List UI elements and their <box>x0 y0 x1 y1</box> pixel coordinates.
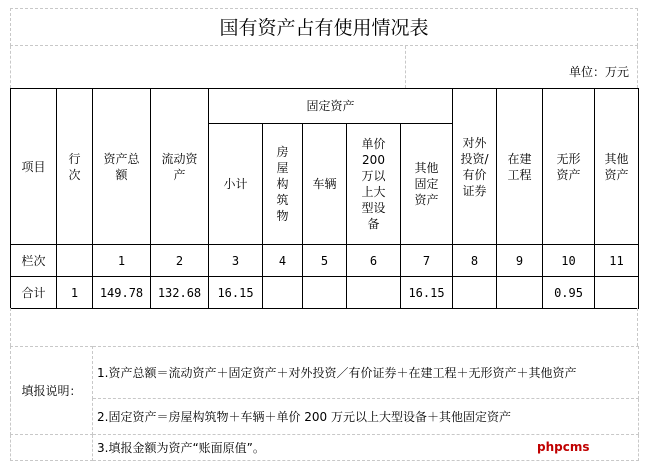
total-cell <box>497 277 543 309</box>
header-investment-text: 对外投资/有价证券 <box>460 135 489 198</box>
total-cell <box>303 277 347 309</box>
unit-label: 单位：万元 <box>568 65 629 79</box>
header-other-fixed <box>401 124 453 245</box>
total-cell <box>595 277 639 309</box>
unit-row <box>10 46 638 88</box>
report-sheet <box>10 8 638 460</box>
column-cell: 7 <box>401 245 453 277</box>
header-total-assets-text: 资产总额 <box>103 151 140 182</box>
column-cell: 3 <box>209 245 263 277</box>
watermark: phpcms <box>537 440 590 454</box>
header-other-fixed-text: 其他固定资产 <box>414 161 439 207</box>
notes-label-spacer <box>11 435 93 461</box>
header-row <box>57 89 93 245</box>
header-total-assets <box>93 89 151 245</box>
total-cell: 1 <box>57 277 93 309</box>
notes-label: 填报说明： <box>11 347 93 435</box>
total-cell: 16.15 <box>401 277 453 309</box>
total-cell: 0.95 <box>543 277 595 309</box>
note-item: 1.资产总额＝流动资产＋固定资产＋对外投资／有价证券＋在建工程＋无形资产＋其他资产 <box>93 347 639 399</box>
report-title: 国有资产占有使用情况表 <box>10 8 638 46</box>
header-construction-text: 在建工程 <box>507 151 532 182</box>
column-cell: 6 <box>347 245 401 277</box>
header-other-assets-text: 其他资产 <box>604 151 629 182</box>
total-cell <box>453 277 497 309</box>
header-current-assets <box>151 89 209 245</box>
column-cell: 5 <box>303 245 347 277</box>
header-subtotal: 小计 <box>209 124 263 245</box>
column-cell: 1 <box>93 245 151 277</box>
total-cell: 149.78 <box>93 277 151 309</box>
header-investment <box>453 89 497 245</box>
header-other-assets <box>595 89 639 245</box>
note-item: 2.固定资产＝房屋构筑物＋车辆＋单价 200 万元以上大型设备＋其他固定资产 <box>93 399 639 435</box>
header-large-equipment-text: 单价200万以上大型设备 <box>361 137 386 231</box>
header-row-text: 行次 <box>68 151 81 182</box>
header-fixed-assets: 固定资产 <box>209 89 453 124</box>
column-cell <box>57 245 93 277</box>
column-cell: 8 <box>453 245 497 277</box>
column-cell: 4 <box>263 245 303 277</box>
asset-table <box>10 88 639 309</box>
header-vehicles: 车辆 <box>303 124 347 245</box>
header-item: 项目 <box>11 89 57 245</box>
header-buildings <box>263 124 303 245</box>
header-current-assets-text: 流动资产 <box>161 151 198 182</box>
column-row-label: 栏次 <box>11 245 57 277</box>
header-intangible-text: 无形资产 <box>556 151 581 182</box>
total-cell <box>263 277 303 309</box>
total-cell: 132.68 <box>151 277 209 309</box>
header-large-equipment <box>347 124 401 245</box>
column-cell: 2 <box>151 245 209 277</box>
total-cell: 16.15 <box>209 277 263 309</box>
header-intangible <box>543 89 595 245</box>
total-row-label: 合计 <box>11 277 57 309</box>
header-construction <box>497 89 543 245</box>
notes-section <box>10 308 638 460</box>
notes-spacer <box>10 308 638 346</box>
note-item: 3.填报金额为资产“账面原值”。 <box>93 435 639 461</box>
header-buildings-text: 房屋构筑物 <box>276 145 289 223</box>
column-cell: 10 <box>543 245 595 277</box>
column-cell: 11 <box>595 245 639 277</box>
column-cell: 9 <box>497 245 543 277</box>
total-cell <box>347 277 401 309</box>
unit-divider <box>405 46 406 88</box>
